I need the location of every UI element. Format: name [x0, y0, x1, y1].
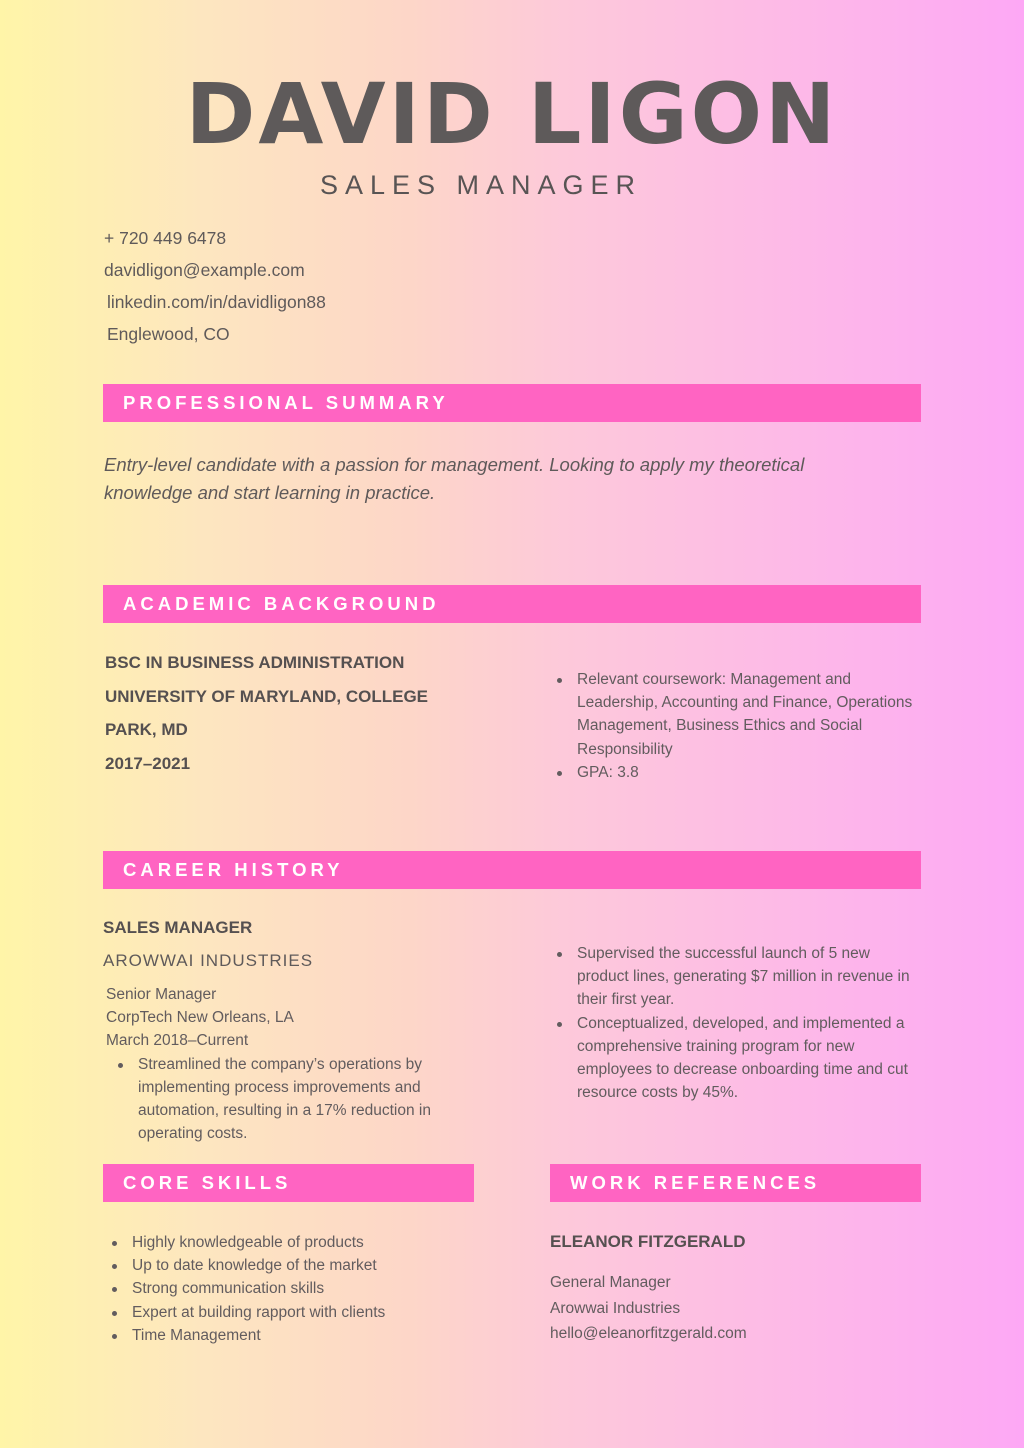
reference-name: ELEANOR FITZGERALD	[550, 1232, 746, 1251]
contact-email[interactable]: davidligon@example.com	[104, 260, 305, 280]
job-dates: March 2018–Current	[106, 1032, 249, 1050]
reference-block	[550, 1228, 910, 1347]
list-item: GPA: 3.8	[555, 761, 915, 784]
section-header-summary: PROFESSIONAL SUMMARY	[103, 384, 921, 422]
reference-email[interactable]: hello@eleanorfitzgerald.com	[550, 1325, 747, 1342]
reference-company: Arowwai Industries	[550, 1299, 681, 1317]
academic-bullets	[555, 668, 915, 784]
list-item: Relevant coursework: Management and Leadership, Accounting and Finance, Operations Management, Business Ethics and Social Responsibility	[555, 668, 915, 761]
reference-position: General Manager	[550, 1274, 671, 1291]
school-line-2: PARK, MD	[105, 720, 188, 739]
job-role: Senior Manager	[106, 986, 217, 1003]
section-header-career: CAREER HISTORY	[103, 851, 921, 889]
list-item: Up to date knowledge of the market	[110, 1254, 470, 1277]
academic-years: 2017–2021	[105, 753, 191, 773]
section-header-academic: ACADEMIC BACKGROUND	[103, 585, 921, 623]
contact-block	[104, 226, 326, 354]
school-line-1: UNIVERSITY OF MARYLAND, COLLEGE	[105, 686, 429, 706]
section-header-skills: CORE SKILLS	[103, 1164, 474, 1202]
list-item: Supervised the successful launch of 5 new product lines, generating $7 million in revenue in their first year.	[555, 942, 917, 1012]
section-header-references: WORK REFERENCES	[550, 1164, 921, 1202]
summary-text: Entry-level candidate with a passion for management. Looking to apply my theoretical knowledge and start learning in practice.	[104, 454, 805, 503]
contact-phone: + 720 449 6478	[104, 228, 227, 248]
contact-location: Englewood, CO	[107, 324, 230, 344]
career-left	[103, 914, 463, 1145]
contact-linkedin[interactable]: linkedin.com/in/davidligon88	[107, 292, 326, 312]
job-title: SALES MANAGER	[103, 918, 253, 937]
company-name: AROWWAI INDUSTRIES	[103, 951, 314, 970]
career-left-bullets	[103, 1053, 456, 1146]
list-item: Streamlined the company’s operations by implementing process improvements and automation, resulting in a 17% reduction in operating costs.	[116, 1053, 456, 1146]
degree: BSC IN BUSINESS ADMINISTRATION	[105, 653, 405, 672]
employer-location: CorpTech New Orleans, LA	[106, 1009, 294, 1027]
career-right-bullets	[555, 942, 917, 1104]
candidate-name: DAVID LIGON	[185, 65, 839, 163]
list-item: Conceptualized, developed, and implemented a comprehensive training program for new employees to decrease onboarding time and cut resource costs by 45%.	[555, 1012, 917, 1105]
list-item: Time Management	[110, 1324, 470, 1347]
candidate-title: SALES MANAGER	[319, 170, 643, 200]
academic-details	[105, 646, 445, 780]
list-item: Highly knowledgeable of products	[110, 1231, 470, 1254]
list-item: Expert at building rapport with clients	[110, 1301, 470, 1324]
list-item: Strong communication skills	[110, 1277, 470, 1300]
skills-list	[110, 1231, 470, 1347]
